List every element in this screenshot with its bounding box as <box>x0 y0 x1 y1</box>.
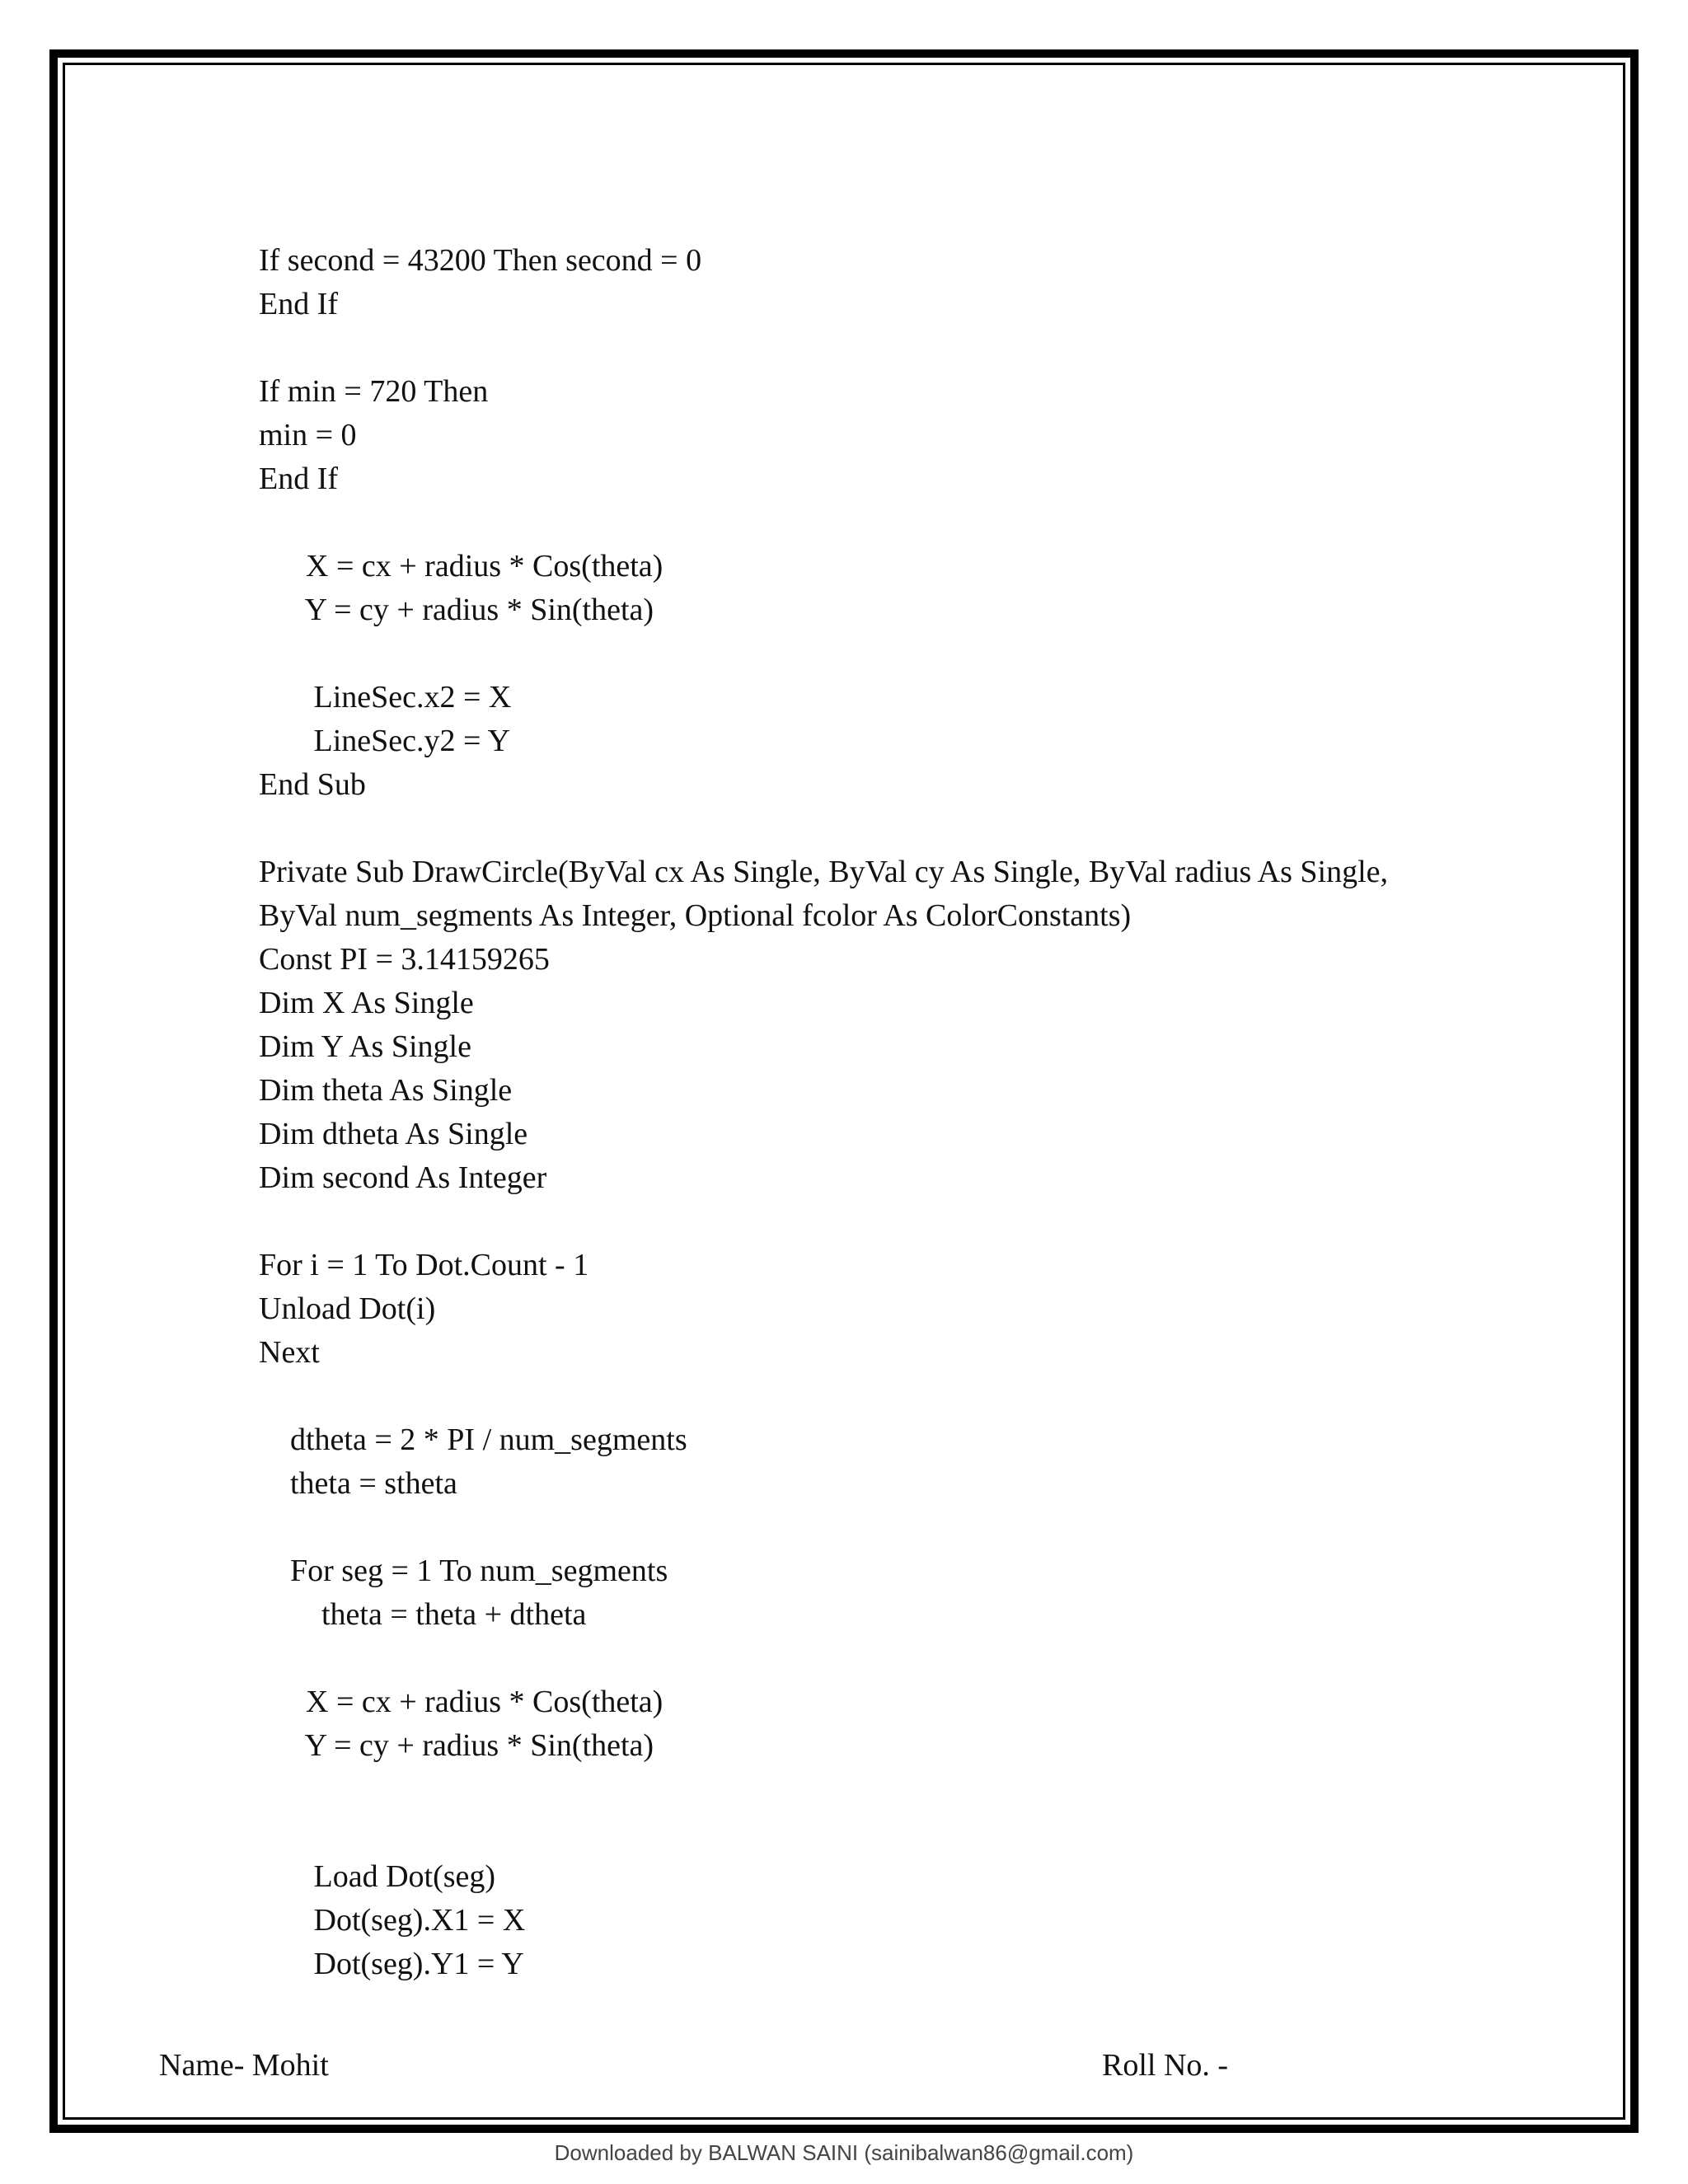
code-line: Const PI = 3.14159265 <box>259 942 550 977</box>
code-line: Dim X As Single <box>259 986 474 1020</box>
code-line: End If <box>259 462 339 496</box>
download-attribution: Downloaded by BALWAN SAINI (sainibalwan86@gmail.com) <box>554 2140 1134 2165</box>
code-line: Dim theta As Single <box>259 1073 513 1108</box>
code-line <box>259 1637 1545 1680</box>
code-line: Dim second As Integer <box>259 1160 547 1195</box>
code-line <box>259 807 1545 851</box>
code-line: Dim Y As Single <box>259 1029 471 1064</box>
code-line: Unload Dot(i) <box>259 1291 436 1326</box>
code-line <box>259 1200 1545 1244</box>
student-name: Name- Mohit <box>159 2048 329 2083</box>
code-line: End Sub <box>259 767 366 802</box>
code-line <box>259 1506 1545 1549</box>
code-listing <box>259 239 1545 1986</box>
code-line: For seg = 1 To num_segments <box>259 1554 668 1588</box>
code-line <box>259 632 1545 676</box>
code-line: LineSec.y2 = Y <box>259 724 510 758</box>
code-line: min = 0 <box>259 418 357 452</box>
code-line <box>259 1811 1545 1855</box>
code-line: theta = theta + dtheta <box>259 1597 587 1632</box>
code-line: If min = 720 Then <box>259 374 489 409</box>
code-line: Dot(seg).Y1 = Y <box>259 1947 524 1981</box>
code-line <box>259 1768 1545 1811</box>
code-line: Y = cy + radius * Sin(theta) <box>259 1728 654 1763</box>
code-line: X = cx + radius * Cos(theta) <box>259 1685 663 1719</box>
code-line: For i = 1 To Dot.Count - 1 <box>259 1248 589 1282</box>
roll-number: Roll No. - <box>1102 2048 1229 2083</box>
code-line: dtheta = 2 * PI / num_segments <box>259 1422 687 1457</box>
code-line <box>259 1375 1545 1418</box>
code-line: ByVal num_segments As Integer, Optional fcolor As ColorConstants) <box>259 898 1132 933</box>
code-line: X = cx + radius * Cos(theta) <box>259 549 663 583</box>
code-line: Load Dot(seg) <box>259 1859 496 1894</box>
code-line: LineSec.x2 = X <box>259 680 512 715</box>
code-line: Dot(seg).X1 = X <box>259 1903 526 1938</box>
code-line: End If <box>259 287 339 321</box>
code-line: Next <box>259 1335 320 1370</box>
code-line: Y = cy + radius * Sin(theta) <box>259 593 654 627</box>
code-line: If second = 43200 Then second = 0 <box>259 243 702 278</box>
code-line <box>259 501 1545 545</box>
code-line <box>259 326 1545 370</box>
code-line: Dim dtheta As Single <box>259 1117 528 1151</box>
code-line: theta = stheta <box>259 1466 457 1501</box>
code-line: Private Sub DrawCircle(ByVal cx As Single, ByVal cy As Single, ByVal radius As Single, <box>259 855 1389 889</box>
